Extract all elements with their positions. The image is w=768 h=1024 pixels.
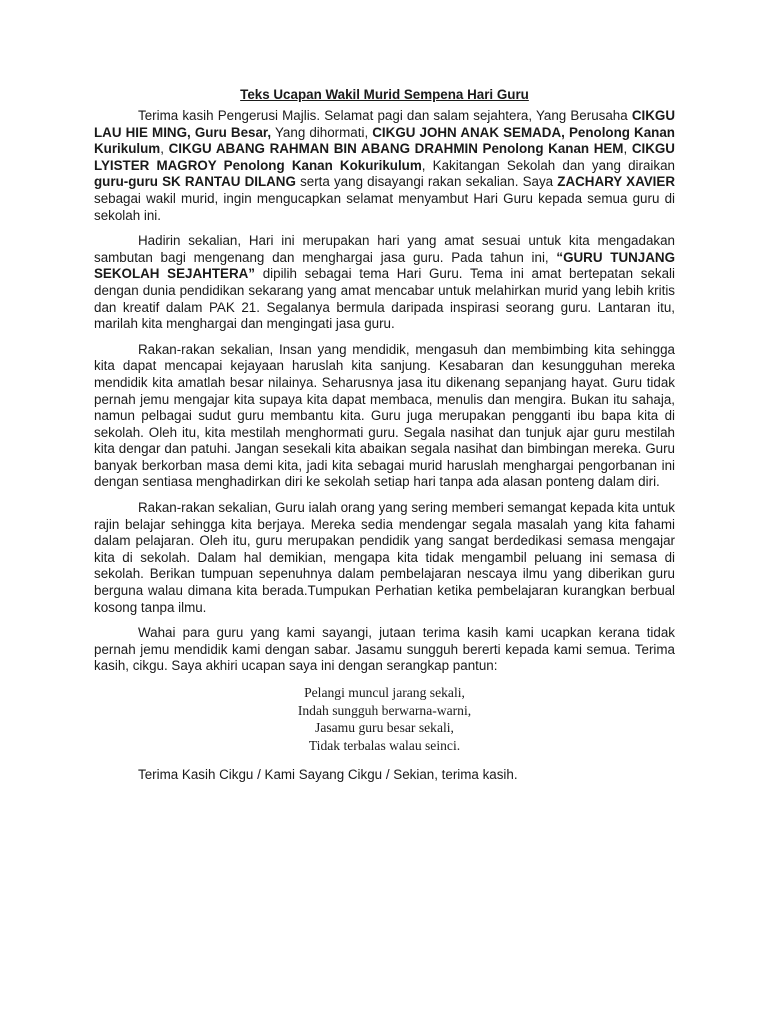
text-run: Yang dihormati, bbox=[271, 124, 373, 140]
pantun-line: Jasamu guru besar sekali, bbox=[315, 720, 454, 736]
text-run: , Kakitangan Sekolah dan yang diraikan bbox=[421, 157, 675, 173]
text-run: dipilih sebagai tema Hari Guru. Tema ini amat bertepatan sekali dengan dunia pendidikan sekarang yang amat mencabar untuk melahirkan murid yang lebih kritis dan kreatif dalam PAK 21. Segalanya bermula daripada inspirasi seorang guru. Lantaran itu, marilah kita menghargai dan mengingati jasa guru. bbox=[94, 266, 675, 332]
closing-line: Terima Kasih Cikgu / Kami Sayang Cikgu / Sekian, terima kasih. bbox=[138, 767, 518, 783]
pantun-line: Pelangi muncul jarang sekali, bbox=[304, 685, 465, 700]
text-run: serta yang disayangi rakan sekalian. Saya bbox=[295, 174, 558, 190]
text-run: sebagai wakil murid, ingin mengucapkan selamat menyambut Hari Guru kepada semua guru di sekolah ini. bbox=[94, 190, 675, 223]
paragraph-thanks: Wahai para guru yang kami sayangi, jutaan terima kasih kami ucapkan kerana tidak pernah jemu mendidik kami dengan sabar. Jasamu sungguh bererti kepada kami semua. Terima kasih, cikgu. Saya akhiri ucapan saya ini dengan serangkap pantun: bbox=[94, 625, 675, 674]
paragraph-appreciation: Rakan-rakan sekalian, Insan yang mendidik, mengasuh dan membimbing kita sehingga kita dapat mencapai kejayaan haruslah kita sanjung. Kesabaran dan kesungguhan mereka mendidik kita amatlah besar nilainya. Seharusnya jasa itu dikenang sepanjang hayat. Guru tidak pernah jemu mengajar kita supaya kita dapat membaca, menulis dan mengira. Bukan itu sahaja, namun pelbagai sudut guru membantu kita. Guru juga merupakan pengganti ibu bapa kita di sekolah. Oleh itu, kita mestilah menghormati guru. Segala nasihat dan tunjuk ajar guru mestilah kita dengar dan patuhi. Jangan sesekali kita abaikan segala nasihat dan bimbingan mereka. Guru banyak berkorban masa demi kita, jadi kita sebagai murid haruslah menghargai pengorbanan ini dengan sentiasa menghadirkan diri ke sekolah setiap hari tanpa ada alasan ponteng dalam diri. bbox=[94, 341, 675, 490]
text-run: Terima kasih Pengerusi Majlis. Selamat pagi dan salam sejahtera, Yang Berusaha bbox=[138, 108, 632, 123]
paragraph-motivation: Rakan-rakan sekalian, Guru ialah orang yang sering memberi semangat kepada kita untuk rajin belajar sehingga kita berjaya. Mereka sedia mendengar segala masalah yang kita fahami dalam pelajaran. Oleh itu, guru merupakan pendidik yang sangat berdedikasi semasa mengajar kita di sekolah. Dalam hal demikian, mengapa kita tidak mengambil peluang ini semasa di sekolah. Berikan tumpuan sepenuhnya dalam pembelajaran nescaya ilmu yang diberikan guru berguna walau dimana kita berada.Tumpukan Perhatian ketika pembelajaran kurangkan berbual kosong tanpa ilmu. bbox=[94, 500, 675, 615]
bold-run: guru-guru SK RANTAU DILANG bbox=[94, 174, 296, 190]
bold-run: “GURU TUNJANG SEKOLAH SEJAHTERA” bbox=[94, 249, 675, 282]
bold-run: CIKGU LAU HIE MING, Guru Besar, bbox=[94, 108, 675, 140]
paragraph-theme bbox=[94, 233, 675, 333]
bold-run: ZACHARY XAVIER bbox=[557, 174, 676, 190]
paragraph-greeting bbox=[94, 108, 675, 224]
text-run: Hadirin sekalian, Hari ini merupakan hari yang amat sesuai untuk kita mengadakan sambutan bagi mengenang dan menghargai jasa guru. Pada tahun ini, bbox=[94, 233, 675, 265]
pantun-line: Indah sungguh berwarna-warni, bbox=[297, 702, 472, 718]
bold-run: CIKGU LYISTER MAGROY Penolong Kanan Kokurikulum bbox=[94, 141, 675, 173]
document-title: Teks Ucapan Wakil Murid Sempena Hari Guru bbox=[240, 87, 529, 102]
bold-run: CIKGU ABANG RAHMAN BIN ABANG DRAHMIN Penolong Kanan HEM bbox=[168, 141, 624, 157]
text-run: , bbox=[160, 141, 169, 157]
pantun-line: Tidak terbalas walau seinci. bbox=[308, 737, 461, 753]
text-run: , bbox=[623, 141, 632, 157]
pantun-block bbox=[94, 684, 675, 754]
bold-run: CIKGU JOHN ANAK SEMADA, Penolong Kanan Kurikulum bbox=[94, 124, 675, 157]
